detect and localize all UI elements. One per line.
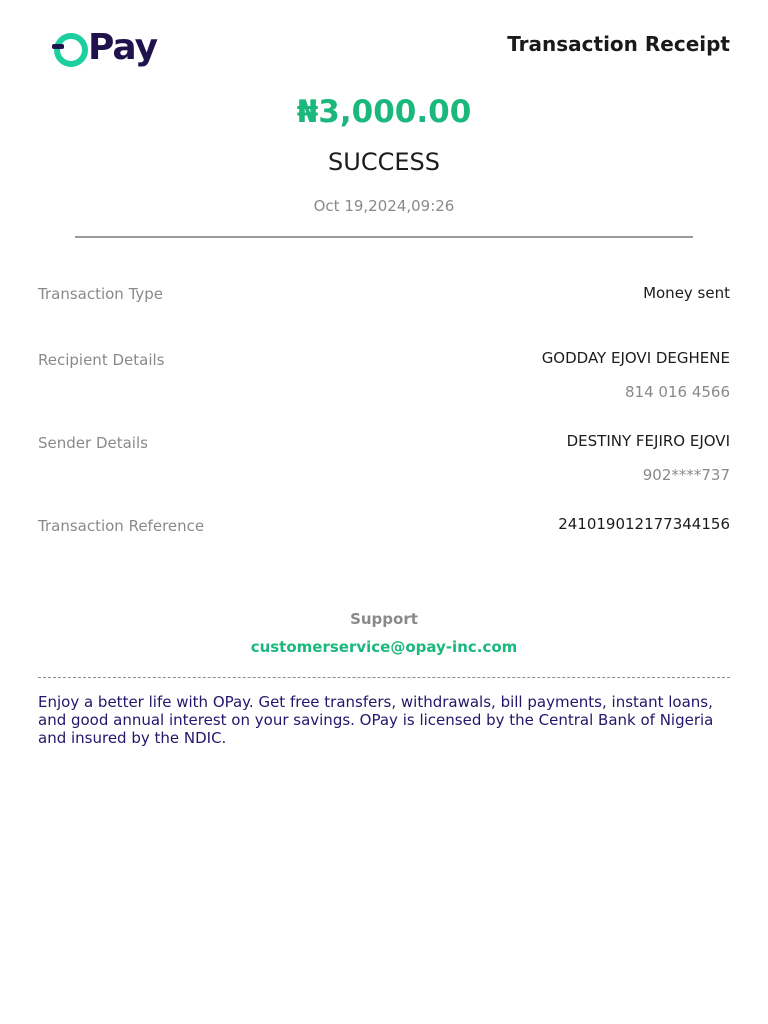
transaction-type-value: Money sent	[643, 284, 730, 302]
transaction-amount: ₦3,000.00	[296, 94, 472, 130]
opay-logo-mark-icon	[52, 29, 90, 67]
transaction-type-label: Transaction Type	[38, 285, 164, 303]
transaction-reference-label: Transaction Reference	[38, 517, 205, 535]
transaction-reference-value: 241019012177344156	[558, 515, 730, 533]
opay-logo	[52, 28, 157, 68]
recipient-details-label: Recipient Details	[38, 351, 165, 369]
support-label: Support	[350, 610, 418, 628]
sender-name: DESTINY FEJIRO EJOVI	[566, 432, 730, 450]
logo-wordmark: Pay	[88, 27, 158, 68]
sender-account: 902****737	[642, 466, 730, 484]
sender-details-label: Sender Details	[38, 434, 148, 452]
transaction-status: SUCCESS	[328, 148, 440, 176]
recipient-name: GODDAY EJOVI DEGHENE	[541, 349, 730, 367]
divider	[75, 236, 693, 238]
transaction-datetime: Oct 19,2024,09:26	[313, 197, 455, 215]
dashed-divider	[38, 677, 730, 678]
recipient-account: 814 016 4566	[625, 383, 730, 401]
footer-disclaimer: Enjoy a better life with OPay. Get free transfers, withdrawals, bill payments, instant loans, and good annual interest on your savings. OPay is licensed by the Central Bank of Nigeria and insured by the NDIC.	[38, 693, 714, 747]
page-title: Transaction Receipt	[507, 32, 730, 56]
support-email-link[interactable]: customerservice@opay-inc.com	[250, 638, 518, 656]
